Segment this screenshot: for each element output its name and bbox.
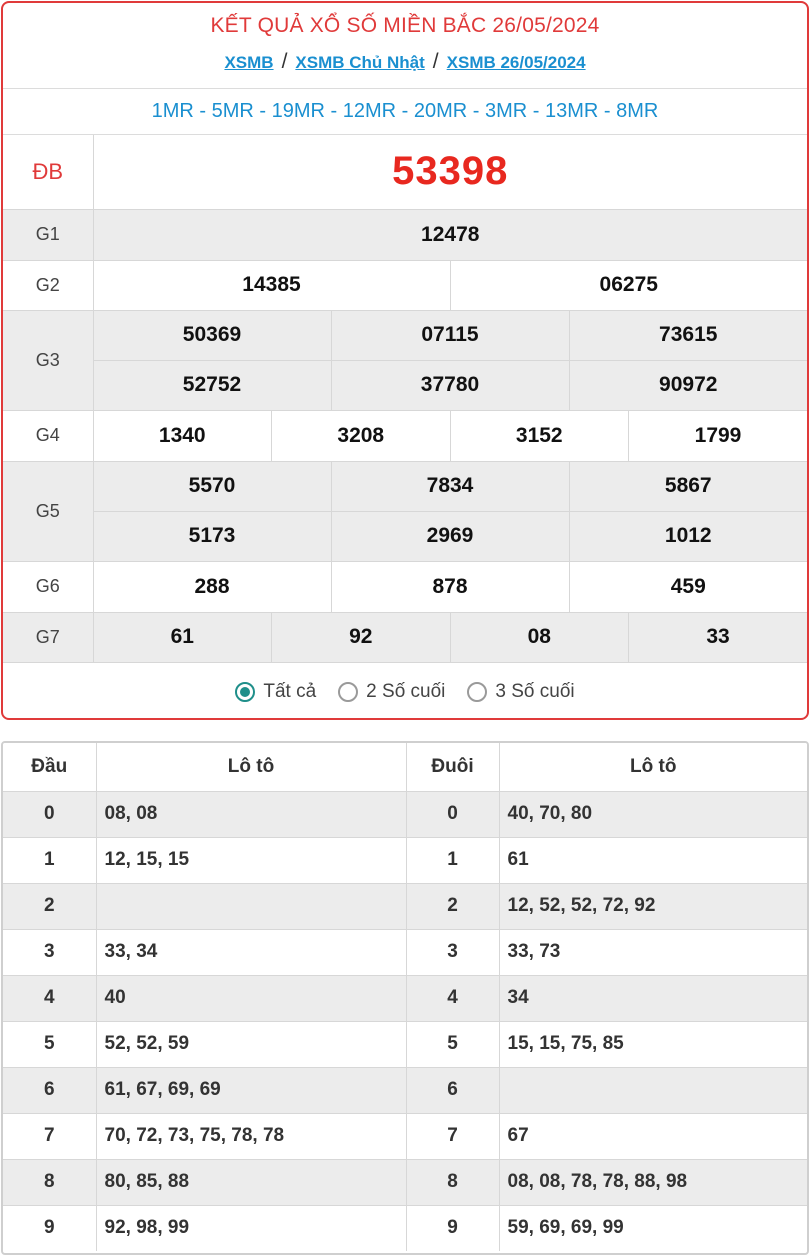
duoi-digit: 8 xyxy=(406,1159,499,1205)
prize-row-g3 xyxy=(3,310,807,360)
prize-number: 5867 xyxy=(569,461,807,511)
prize-label-db: ĐB xyxy=(3,135,93,209)
prize-label-g7: G7 xyxy=(3,612,93,662)
prize-row-g7 xyxy=(3,612,807,662)
dau-digit: 1 xyxy=(3,837,96,883)
prize-number: 459 xyxy=(569,561,807,612)
duoi-digit: 0 xyxy=(406,791,499,837)
breadcrumb-link-xsmb-date[interactable]: XSMB 26/05/2024 xyxy=(446,53,586,72)
prize-number: 1340 xyxy=(93,410,272,461)
dau-values: 12, 15, 15 xyxy=(96,837,406,883)
prize-number: 14385 xyxy=(93,260,450,310)
prize-number: 3152 xyxy=(450,410,629,461)
table-row xyxy=(3,975,807,1021)
column-header-dau: Đầu xyxy=(3,743,96,791)
duoi-values: 34 xyxy=(499,975,807,1021)
loto-header-row xyxy=(3,743,807,791)
filter-option-last-2[interactable] xyxy=(338,681,445,703)
duoi-values xyxy=(499,1067,807,1113)
table-row xyxy=(3,837,807,883)
duoi-values: 67 xyxy=(499,1113,807,1159)
prize-row-g1 xyxy=(3,209,807,260)
duoi-values: 33, 73 xyxy=(499,929,807,975)
filter-option-label: 2 Số cuối xyxy=(366,680,446,702)
prize-number: 5570 xyxy=(93,461,331,511)
dau-values: 92, 98, 99 xyxy=(96,1205,406,1251)
duoi-values: 61 xyxy=(499,837,807,883)
radio-checked-icon[interactable] xyxy=(235,682,255,702)
duoi-digit: 1 xyxy=(406,837,499,883)
breadcrumb xyxy=(3,49,807,89)
dau-values: 52, 52, 59 xyxy=(96,1021,406,1067)
prize-row-g3 xyxy=(3,360,807,410)
prize-number: 50369 xyxy=(93,310,331,360)
dau-digit: 4 xyxy=(3,975,96,1021)
breadcrumb-separator: / xyxy=(432,50,439,73)
page-title: KẾT QUẢ XỔ SỐ MIỀN BẮC 26/05/2024 xyxy=(210,14,600,37)
column-header-duoi: Đuôi xyxy=(406,743,499,791)
table-row xyxy=(3,1159,807,1205)
prize-table xyxy=(3,135,807,663)
prize-label-g2: G2 xyxy=(3,260,93,310)
table-row xyxy=(3,1113,807,1159)
prize-row-g5 xyxy=(3,511,807,561)
prize-number: 1799 xyxy=(629,410,808,461)
duoi-digit: 7 xyxy=(406,1113,499,1159)
loto-table xyxy=(3,743,807,1251)
prize-row-db xyxy=(3,135,807,209)
table-row xyxy=(3,1205,807,1251)
draw-codes: 1MR - 5MR - 19MR - 12MR - 20MR - 3MR - 13MR - 8MR xyxy=(3,89,807,135)
prize-number: 288 xyxy=(93,561,331,612)
radio-unchecked-icon[interactable] xyxy=(467,682,487,702)
prize-label-g4: G4 xyxy=(3,410,93,461)
table-row xyxy=(3,1021,807,1067)
duoi-digit: 4 xyxy=(406,975,499,1021)
dau-digit: 7 xyxy=(3,1113,96,1159)
filter-option-last-3[interactable] xyxy=(467,681,574,703)
duoi-digit: 5 xyxy=(406,1021,499,1067)
duoi-digit: 9 xyxy=(406,1205,499,1251)
duoi-values: 12, 52, 52, 72, 92 xyxy=(499,883,807,929)
prize-label-g1: G1 xyxy=(3,209,93,260)
table-row xyxy=(3,1067,807,1113)
breadcrumb-link-xsmb[interactable]: XSMB xyxy=(224,53,274,72)
breadcrumb-link-xsmb-weekday[interactable]: XSMB Chủ Nhật xyxy=(295,53,425,72)
dau-digit: 2 xyxy=(3,883,96,929)
duoi-values: 08, 08, 78, 78, 88, 98 xyxy=(499,1159,807,1205)
prize-number: 5173 xyxy=(93,511,331,561)
dau-values: 08, 08 xyxy=(96,791,406,837)
prize-number: 33 xyxy=(629,612,808,662)
prize-number: 73615 xyxy=(569,310,807,360)
prize-number: 878 xyxy=(331,561,569,612)
breadcrumb-separator: / xyxy=(281,50,288,73)
dau-values: 80, 85, 88 xyxy=(96,1159,406,1205)
filter-option-all[interactable] xyxy=(235,681,316,703)
prize-number: 37780 xyxy=(331,360,569,410)
prize-number: 06275 xyxy=(450,260,807,310)
filter-option-label: Tất cả xyxy=(263,680,317,702)
duoi-digit: 6 xyxy=(406,1067,499,1113)
column-header-loto: Lô tô xyxy=(96,743,406,791)
special-prize-number: 53398 xyxy=(93,135,807,209)
prize-row-g5 xyxy=(3,461,807,511)
lottery-result-card xyxy=(1,1,809,720)
prize-row-g6 xyxy=(3,561,807,612)
prize-number: 12478 xyxy=(93,209,807,260)
table-row xyxy=(3,929,807,975)
prize-number: 3208 xyxy=(272,410,451,461)
column-header-loto: Lô tô xyxy=(499,743,807,791)
table-row xyxy=(3,883,807,929)
prize-label-g6: G6 xyxy=(3,561,93,612)
dau-values: 70, 72, 73, 75, 78, 78 xyxy=(96,1113,406,1159)
prize-label-g3: G3 xyxy=(3,310,93,410)
prize-label-g5: G5 xyxy=(3,461,93,561)
prize-number: 61 xyxy=(93,612,272,662)
prize-row-g2 xyxy=(3,260,807,310)
prize-number: 1012 xyxy=(569,511,807,561)
table-row xyxy=(3,791,807,837)
radio-unchecked-icon[interactable] xyxy=(338,682,358,702)
duoi-values: 59, 69, 69, 99 xyxy=(499,1205,807,1251)
dau-values: 33, 34 xyxy=(96,929,406,975)
dau-values: 40 xyxy=(96,975,406,1021)
prize-number: 08 xyxy=(450,612,629,662)
prize-number: 7834 xyxy=(331,461,569,511)
dau-digit: 0 xyxy=(3,791,96,837)
prize-number: 2969 xyxy=(331,511,569,561)
dau-digit: 9 xyxy=(3,1205,96,1251)
duoi-digit: 2 xyxy=(406,883,499,929)
digit-filter xyxy=(3,663,807,721)
prize-number: 92 xyxy=(272,612,451,662)
dau-digit: 6 xyxy=(3,1067,96,1113)
dau-values: 61, 67, 69, 69 xyxy=(96,1067,406,1113)
prize-row-g4 xyxy=(3,410,807,461)
dau-digit: 3 xyxy=(3,929,96,975)
loto-table-card xyxy=(1,741,809,1255)
dau-values xyxy=(96,883,406,929)
prize-number: 90972 xyxy=(569,360,807,410)
dau-digit: 8 xyxy=(3,1159,96,1205)
duoi-values: 15, 15, 75, 85 xyxy=(499,1021,807,1067)
duoi-digit: 3 xyxy=(406,929,499,975)
filter-option-label: 3 Số cuối xyxy=(495,680,575,702)
prize-number: 52752 xyxy=(93,360,331,410)
prize-number: 07115 xyxy=(331,310,569,360)
dau-digit: 5 xyxy=(3,1021,96,1067)
duoi-values: 40, 70, 80 xyxy=(499,791,807,837)
